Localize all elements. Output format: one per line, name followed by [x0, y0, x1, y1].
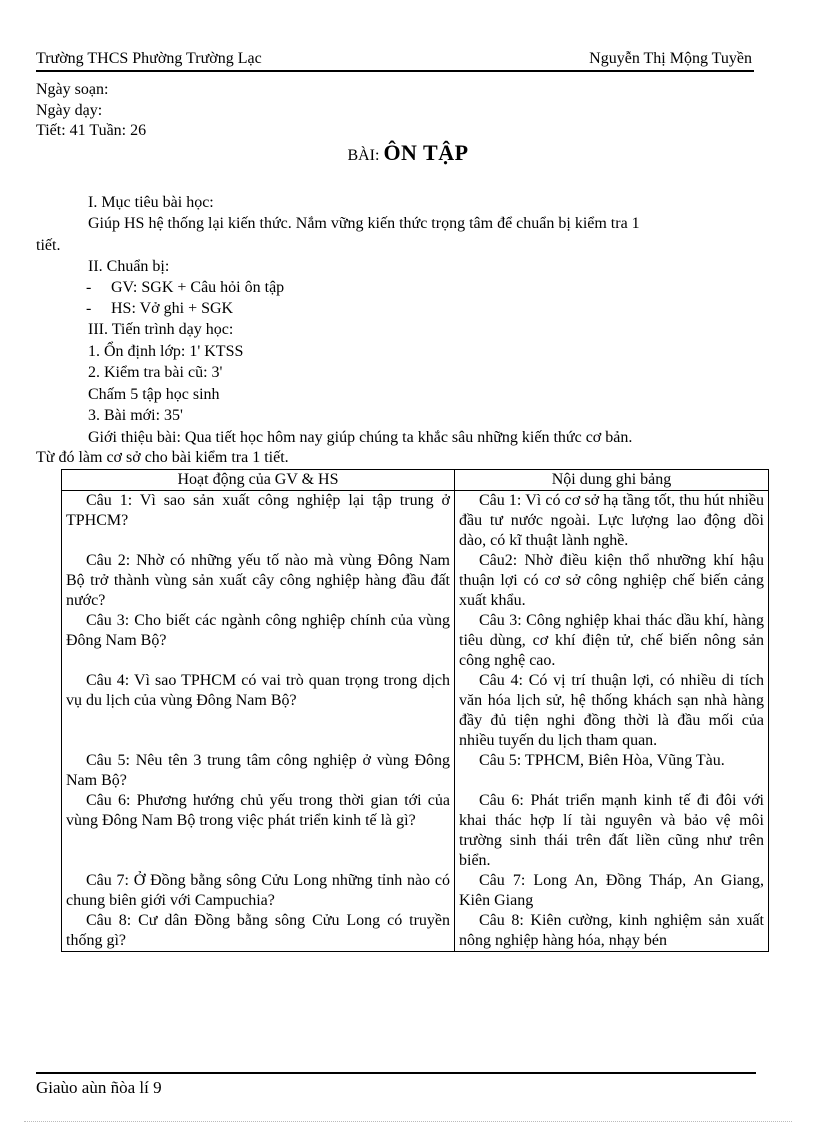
question-text: Câu 3: Cho biết các ngành công nghiệp chính của vùng Đông Nam Bộ? — [66, 612, 450, 649]
answer-cell — [455, 671, 769, 751]
question-text: Câu 8: Cư dân Đồng bằng sông Cửu Long có truyền thống gì? — [66, 912, 450, 949]
answer-text: Câu 1: Vì có cơ sở hạ tầng tốt, thu hút nhiều đầu tư nước ngoài. Lực lượng lao động dồi dào, có kĩ thuật lành nghề. — [459, 492, 764, 549]
period-week: Tiết: 41 Tuần: 26 — [36, 122, 147, 139]
table-row — [62, 871, 769, 911]
step-1: 1. Ổn định lớp: 1' KTSS — [88, 343, 244, 360]
intro-text-cont: Từ đó làm cơ sở cho bài kiểm tra 1 tiết. — [36, 449, 289, 466]
answer-text: Câu 5: TPHCM, Biên Hòa, Vũng Tàu. — [479, 752, 725, 769]
objectives-text-cont: tiết. — [36, 237, 61, 254]
question-cell — [62, 751, 455, 791]
review-table — [61, 469, 769, 952]
answer-cell — [455, 491, 769, 552]
answer-cell — [455, 611, 769, 671]
question-cell — [62, 911, 455, 952]
objectives-text: Giúp HS hệ thống lại kiến thức. Nắm vững kiến thức trọng tâm để chuẩn bị kiểm tra 1 — [88, 215, 640, 232]
lesson-title-prefix: BÀI: — [347, 147, 384, 164]
intro-text: Giới thiệu bài: Qua tiết học hôm nay giúp chúng ta khắc sâu những kiến thức cơ bản. — [88, 429, 633, 446]
table-row — [62, 551, 769, 611]
answer-cell — [455, 751, 769, 791]
prep-item: - GV: SGK + Câu hỏi ôn tập — [86, 279, 285, 296]
question-text: Câu 2: Nhờ có những yếu tố nào mà vùng Đông Nam Bộ trở thành vùng sản xuất cây công nghiệp hàng đầu đất nước? — [66, 552, 450, 609]
answer-cell — [455, 551, 769, 611]
answer-text: Câu 6: Phát triển mạnh kinh tế đi đôi với khai thác hợp lí tài nguyên và bảo vệ môi trường sinh thái trên đất liền cũng như trên biển. — [459, 792, 764, 869]
step-2: 2. Kiểm tra bài cũ: 3' — [88, 364, 223, 381]
question-cell — [62, 491, 455, 552]
answer-text: Câu 7: Long An, Đồng Tháp, An Giang, Kiên Giang — [459, 872, 764, 909]
answer-text: Câu2: Nhờ điều kiện thổ nhưỡng khí hậu thuận lợi có cơ sở công nghiệp chế biến cảng xuất khẩu. — [459, 552, 764, 609]
prep-date: Ngày soạn: — [36, 81, 109, 98]
question-text: Câu 7: Ở Đồng bằng sông Cửu Long những tỉnh nào có chung biên giới với Campuchia? — [66, 872, 450, 909]
table-row — [62, 911, 769, 952]
answer-text: Câu 3: Công nghiệp khai thác dầu khí, hàng tiêu dùng, cơ khí điện tử, chế biến nông sản công nghệ cao. — [459, 612, 764, 669]
objectives-heading: I. Mục tiêu bài học: — [88, 194, 214, 211]
question-cell — [62, 611, 455, 671]
table-row — [62, 791, 769, 871]
question-text: Câu 4: Vì sao TPHCM có vai trò quan trọng trong dịch vụ du lịch của vùng Đông Nam Bộ? — [66, 672, 450, 709]
table-row — [62, 491, 769, 552]
process-heading: III. Tiến trình dạy học: — [88, 321, 234, 338]
question-text: Câu 6: Phương hướng chủ yếu trong thời gian tới của vùng Đông Nam Bộ trong việc phát triển kinh tế là gì? — [66, 792, 450, 829]
table-row — [62, 751, 769, 791]
page-footer: Giaùo aùn ñòa lí 9 — [36, 1078, 162, 1097]
answer-cell — [455, 911, 769, 952]
teacher-name: Nguyễn Thị Mộng Tuyền — [589, 50, 752, 67]
school-name: Trường THCS Phường Trường Lạc — [36, 50, 262, 67]
prep-item: - HS: Vở ghi + SGK — [86, 300, 234, 317]
prep-item-text: HS: Vở ghi + SGK — [111, 300, 234, 317]
table-row — [62, 611, 769, 671]
page-edge-divider — [24, 1121, 792, 1122]
question-cell — [62, 871, 455, 911]
lesson-title — [0, 140, 816, 166]
teach-date: Ngày dạy: — [36, 102, 103, 119]
col-header-board: Nội dung ghi bảng — [455, 470, 769, 491]
question-text: Câu 1: Vì sao sản xuất công nghiệp lại tập trung ở TPHCM? — [66, 492, 450, 529]
prep-heading: II. Chuẩn bị: — [88, 258, 170, 275]
page-header — [36, 50, 754, 72]
step-3: 3. Bài mới: 35' — [88, 407, 183, 424]
prep-item-text: GV: SGK + Câu hỏi ôn tập — [111, 279, 285, 296]
lesson-title-main: ÔN TẬP — [383, 140, 469, 165]
answer-text: Câu 8: Kiên cường, kinh nghiệm sản xuất nông nghiệp hàng hóa, nhạy bén — [459, 912, 764, 949]
table-header-row — [62, 470, 769, 491]
col-header-activities: Hoạt động của GV & HS — [62, 470, 455, 491]
answer-cell — [455, 791, 769, 871]
answer-text: Câu 4: Có vị trí thuận lợi, có nhiều di tích văn hóa lịch sử, hệ thống khách sạn nhà hàng đầy đủ tiện nghi đồng thời là đầu mối của nhiều tuyến du lịch tham quan. — [459, 672, 764, 749]
answer-cell — [455, 871, 769, 911]
footer-divider — [36, 1072, 756, 1074]
question-cell — [62, 791, 455, 871]
question-text: Câu 5: Nêu tên 3 trung tâm công nghiệp ở vùng Đông Nam Bộ? — [66, 752, 450, 789]
table-row — [62, 671, 769, 751]
question-cell — [62, 551, 455, 611]
question-cell — [62, 671, 455, 751]
step-2-detail: Chấm 5 tập học sinh — [88, 386, 220, 403]
